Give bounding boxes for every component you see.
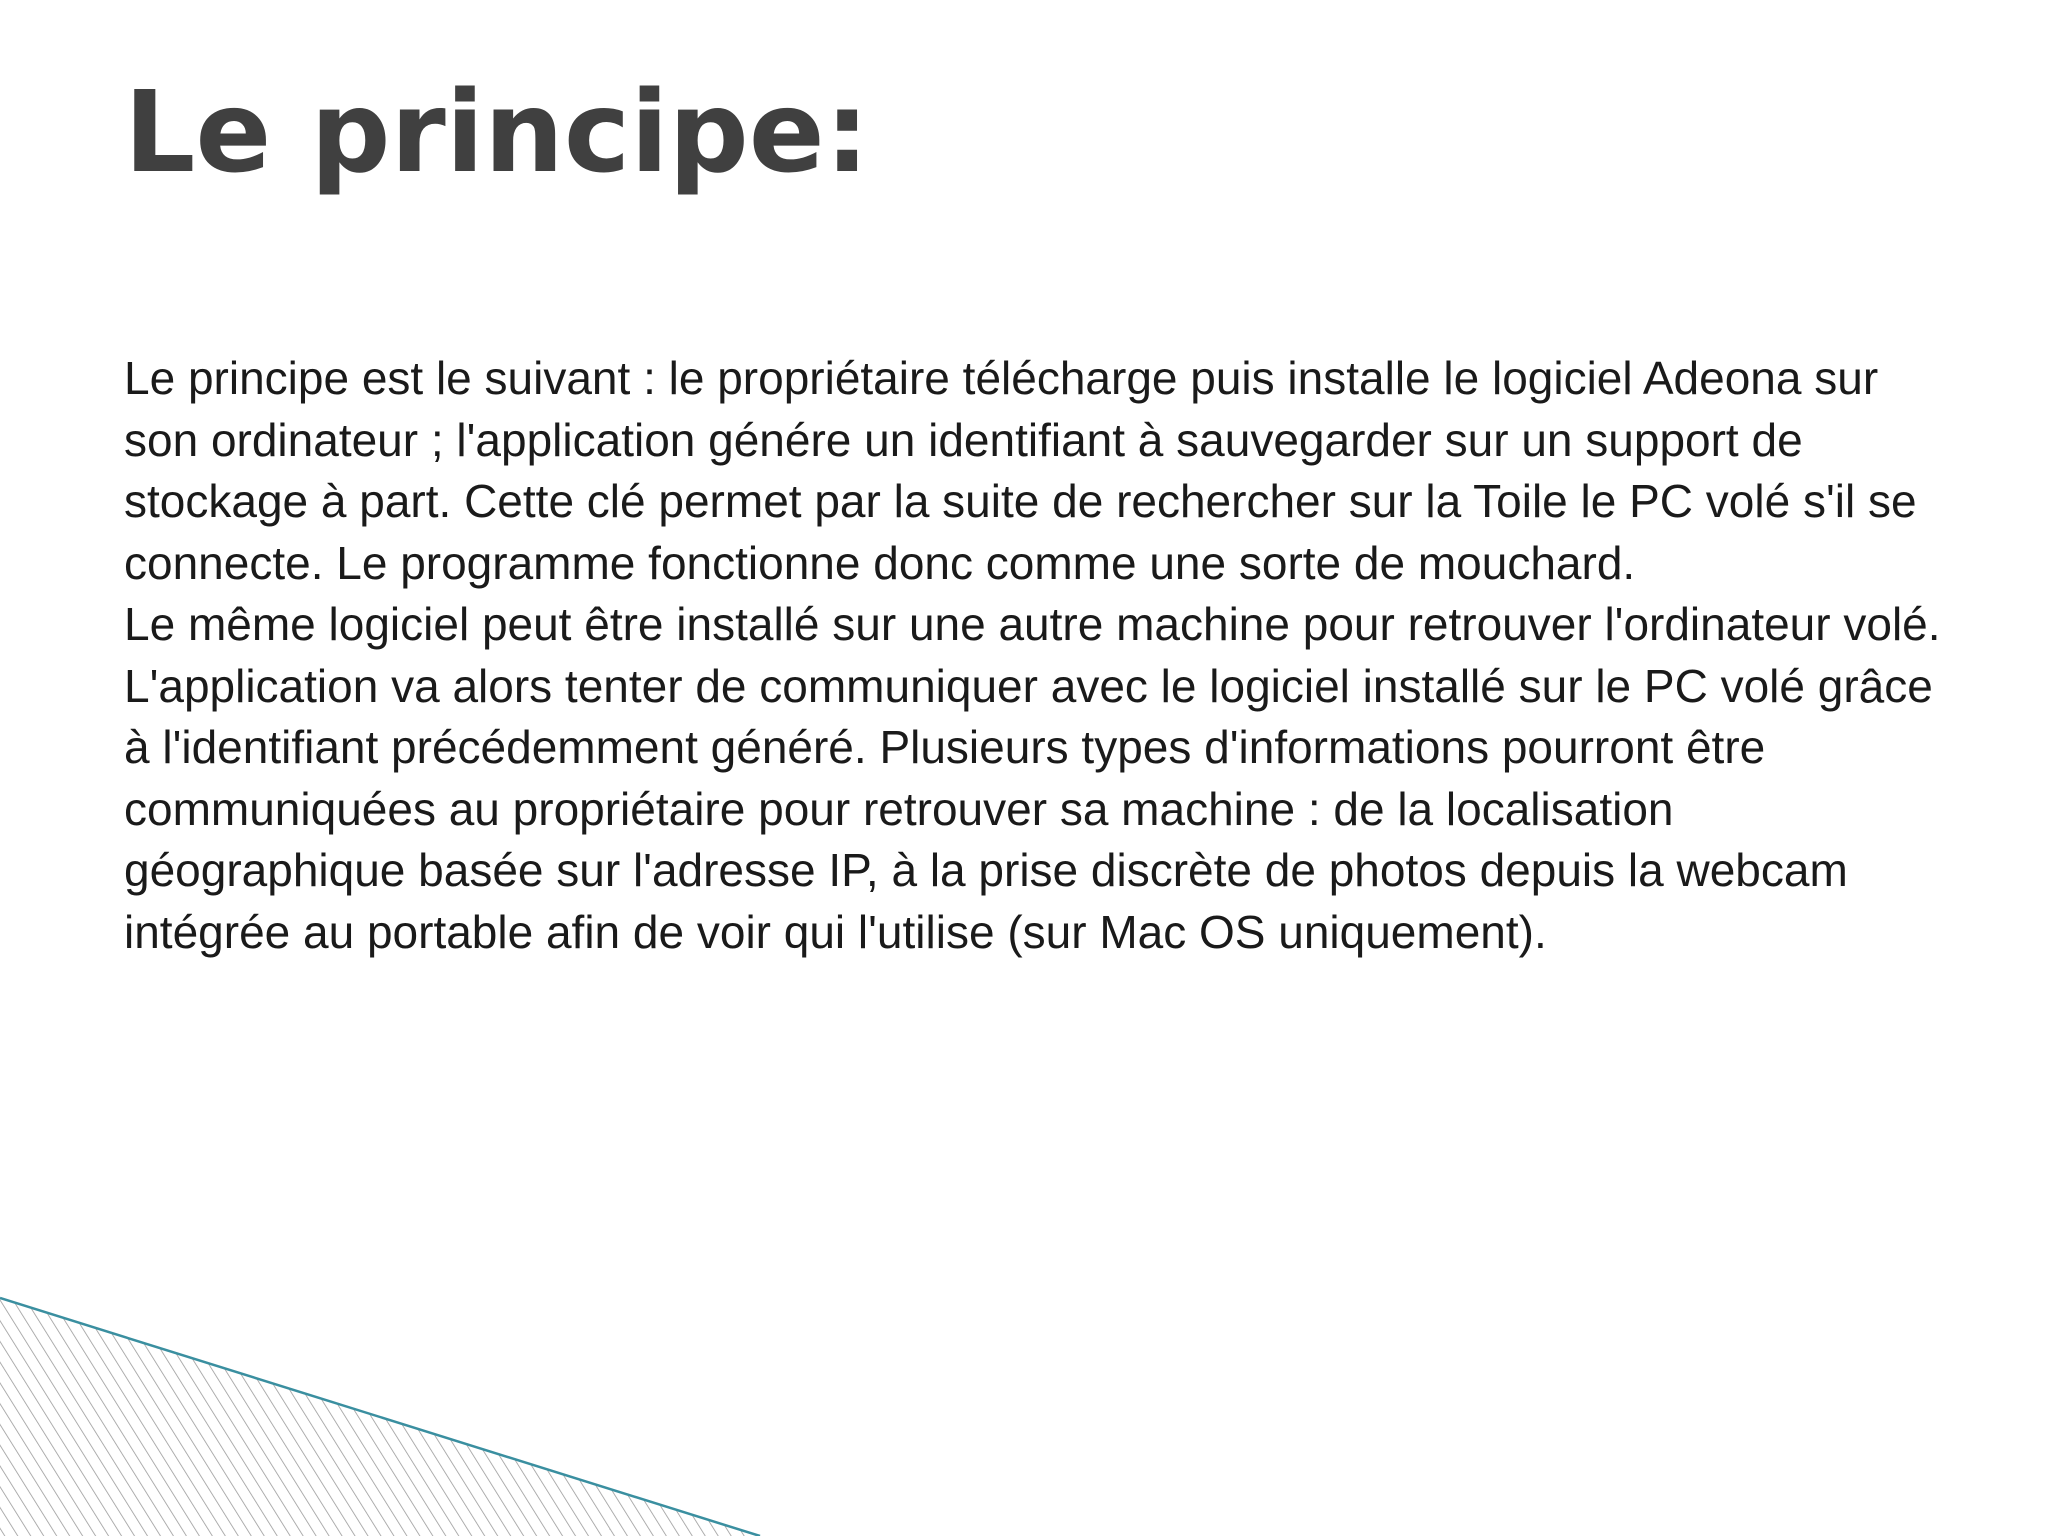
body-paragraph-1: Le principe est le suivant : le propriétaire télécharge puis installe le logiciel Adeona sur son ordinateur ; l'application génére un identifiant à sauvegarder sur un support de stockage à part. Cette clé permet par la suite de rechercher sur la Toile le PC volé s'il se connecte. Le programme fonctionne donc comme une sorte de mouchard. <box>124 352 1917 589</box>
slide-title: Le principe: <box>124 68 870 198</box>
slide-body <box>124 348 1964 963</box>
body-paragraph-2: Le même logiciel peut être installé sur une autre machine pour retrouver l'ordinateur volé. L'application va alors tenter de communiquer avec le logiciel installé sur le PC volé grâce à l'identifiant précédemment généré. Plusieurs types d'informations pourront être communiquées au propriétaire pour retrouver sa machine : de la localisation géographique basée sur l'adresse IP, à la prise discrète de photos depuis la webcam intégrée au portable afin de voir qui l'utilise (sur Mac OS uniquement). <box>124 598 1941 958</box>
hatched-corner-decoration <box>0 1280 800 1536</box>
